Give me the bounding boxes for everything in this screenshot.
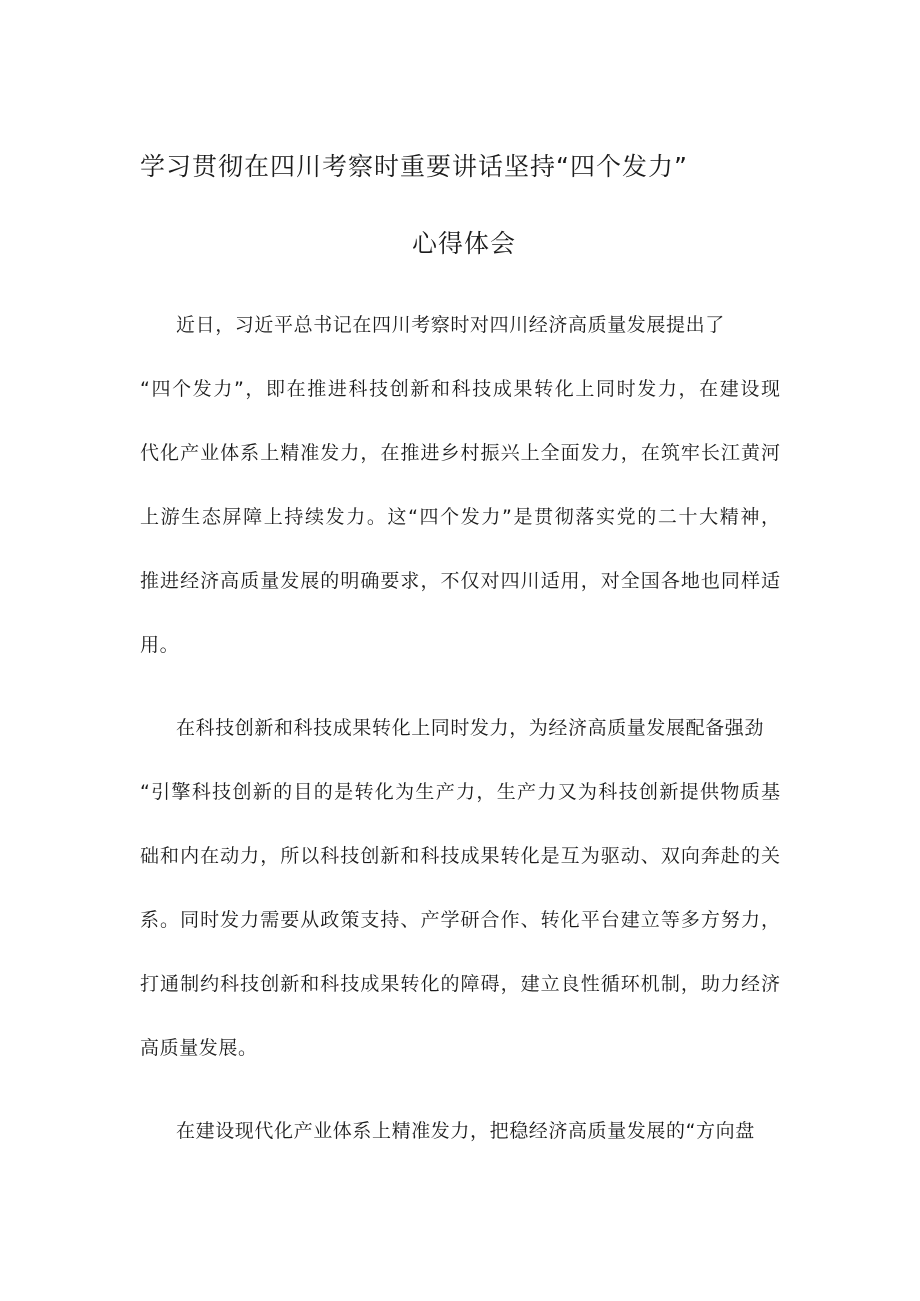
document-title-line-2: 心得体会 bbox=[412, 229, 517, 258]
paragraph-line: 打通制约科技创新和科技成果转化的障碍，建立良性循环机制，助力经济 bbox=[140, 973, 780, 995]
document-title-line-1: 学习贯彻在四川考察时重要讲话坚持“四个发力” bbox=[140, 152, 688, 181]
paragraph-line: 系。同时发力需要从政策支持、产学研合作、转化平台建立等多方努力， bbox=[140, 909, 780, 931]
paragraph-line: 代化产业体系上精准发力，在推进乡村振兴上全面发力，在筑牢长江黄河 bbox=[140, 442, 780, 464]
paragraph-line: 础和内在动力，所以科技创新和科技成果转化是互为驱动、双向奔赴的关 bbox=[140, 845, 780, 867]
paragraph-line: “四个发力”，即在推进科技创新和科技成果转化上同时发力，在建设现 bbox=[140, 378, 780, 400]
paragraph-line: 在建设现代化产业体系上精准发力，把稳经济高质量发展的“方向盘 bbox=[176, 1120, 755, 1142]
paragraph-line: 在科技创新和科技成果转化上同时发力，为经济高质量发展配备强劲 bbox=[176, 717, 765, 739]
paragraph-line: “引擎科技创新的目的是转化为生产力，生产力又为科技创新提供物质基 bbox=[140, 781, 780, 803]
paragraph-line: 近日，习近平总书记在四川考察时对四川经济高质量发展提出了 bbox=[176, 314, 725, 336]
paragraph-line: 用。 bbox=[140, 634, 180, 656]
paragraph-line: 推进经济高质量发展的明确要求，不仅对四川适用，对全国各地也同样适 bbox=[140, 570, 780, 592]
paragraph-line: 上游生态屏障上持续发力。这“四个发力”是贯彻落实党的二十大精神， bbox=[140, 506, 780, 528]
paragraph-line: 高质量发展。 bbox=[140, 1037, 258, 1059]
